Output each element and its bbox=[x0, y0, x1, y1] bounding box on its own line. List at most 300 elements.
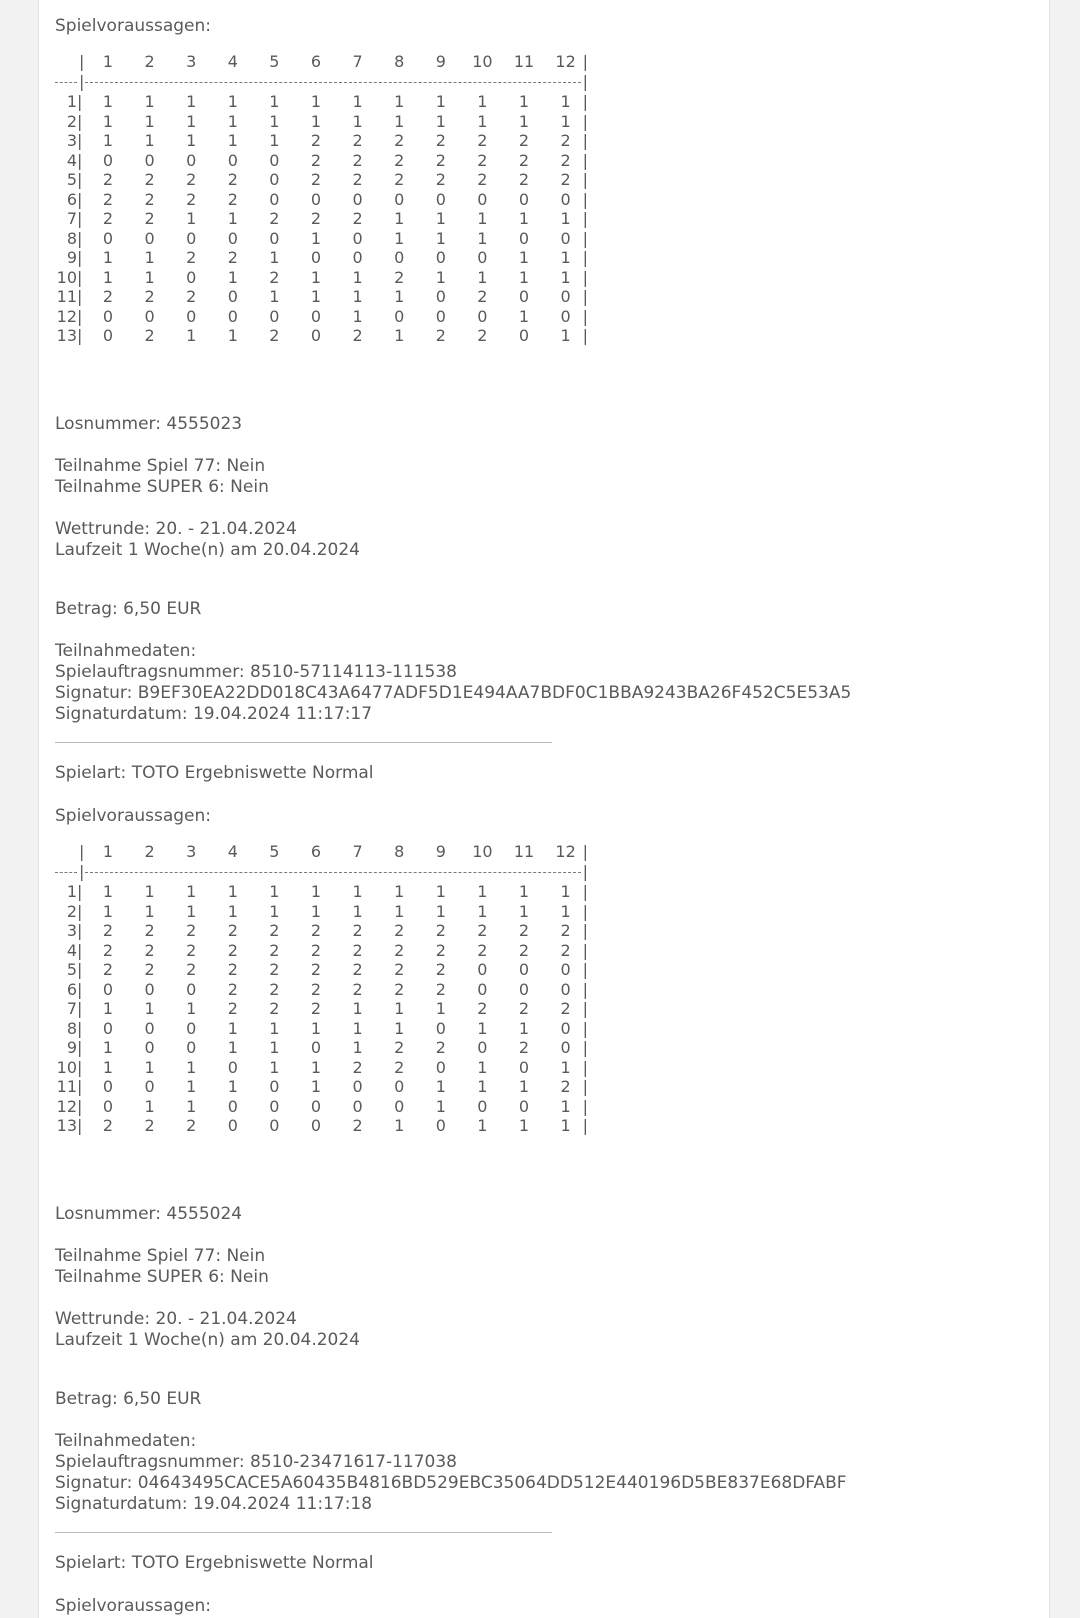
prediction-cell: 1 bbox=[394, 999, 405, 1018]
row-number: 7 bbox=[66, 209, 77, 228]
prediction-cell: 0 bbox=[477, 248, 488, 267]
prediction-cell: 1 bbox=[144, 248, 155, 267]
prediction-cell: 2 bbox=[352, 131, 363, 150]
prediction-cell: 1 bbox=[560, 209, 571, 228]
prediction-cell: 1 bbox=[144, 131, 155, 150]
prediction-cell: 2 bbox=[186, 189, 197, 209]
prediction-cell: 0 bbox=[560, 189, 571, 209]
prediction-cell: 0 bbox=[269, 189, 280, 209]
prediction-cell: 2 bbox=[269, 999, 280, 1018]
grid-separator: | bbox=[77, 1096, 83, 1116]
grid-separator: | bbox=[582, 287, 588, 306]
prediction-cell: 2 bbox=[352, 209, 363, 228]
grid-separator: | bbox=[582, 1057, 588, 1077]
prediction-cell: 2 bbox=[518, 940, 530, 960]
prediction-cell: 1 bbox=[144, 901, 155, 921]
prediction-cell: 2 bbox=[394, 1057, 405, 1077]
prediction-cell: 2 bbox=[435, 979, 446, 999]
grid-separator: | bbox=[582, 267, 588, 287]
game-header: 5 bbox=[269, 52, 280, 71]
prediction-cell: 1 bbox=[186, 901, 197, 921]
prediction-cell: 1 bbox=[102, 999, 114, 1018]
signature-date: Signaturdatum: 19.04.2024 11:17:18 bbox=[55, 1494, 373, 1514]
row-number: 6 bbox=[66, 189, 77, 209]
prediction-cell: 2 bbox=[477, 921, 488, 940]
prediction-cell: 1 bbox=[352, 306, 363, 326]
prediction-cell: 1 bbox=[394, 287, 405, 306]
prediction-cell: 2 bbox=[435, 170, 446, 189]
prediction-cell: 0 bbox=[518, 1057, 530, 1077]
prediction-cell: 2 bbox=[394, 267, 405, 287]
prediction-cell: 2 bbox=[269, 209, 280, 228]
prediction-cell: 1 bbox=[394, 228, 405, 248]
prediction-cell: 2 bbox=[269, 940, 280, 960]
grid-separator: | bbox=[582, 52, 588, 71]
prediction-cell: 2 bbox=[144, 326, 155, 345]
prediction-cell: 0 bbox=[435, 287, 446, 306]
prediction-cell: 1 bbox=[352, 267, 363, 287]
prediction-cell: 0 bbox=[435, 248, 446, 267]
prediction-cell: 1 bbox=[518, 267, 530, 287]
prediction-cell: 2 bbox=[435, 150, 446, 170]
prediction-cell: 1 bbox=[102, 248, 114, 267]
grid-separator: | bbox=[77, 1116, 83, 1135]
prediction-cell: 1 bbox=[394, 1018, 405, 1038]
grid-separator: | bbox=[582, 842, 588, 861]
prediction-cell: 1 bbox=[435, 901, 446, 921]
prediction-cell: 1 bbox=[269, 287, 280, 306]
prediction-cell: 2 bbox=[518, 1038, 530, 1057]
grid-separator: | bbox=[77, 1018, 83, 1038]
prediction-cell: 1 bbox=[186, 92, 197, 111]
grid-separator: | bbox=[77, 921, 83, 940]
prediction-cell: 2 bbox=[518, 999, 530, 1018]
prediction-cell: 0 bbox=[394, 1077, 405, 1096]
prediction-cell: 1 bbox=[352, 287, 363, 306]
prediction-cell: 0 bbox=[394, 1096, 405, 1116]
prediction-cell: 0 bbox=[352, 1096, 363, 1116]
prediction-cell: 2 bbox=[186, 1116, 197, 1135]
grid-separator: | bbox=[77, 92, 83, 111]
prediction-cell: 2 bbox=[352, 1116, 363, 1135]
grid-separator: | bbox=[77, 999, 83, 1018]
prediction-cell: 0 bbox=[310, 306, 322, 326]
game-header: 12 bbox=[555, 52, 576, 71]
grid-separator: | bbox=[582, 306, 588, 326]
prediction-cell: 1 bbox=[227, 1018, 238, 1038]
prediction-cell: 2 bbox=[186, 921, 197, 940]
prediction-cell: 1 bbox=[477, 111, 488, 131]
prediction-cell: 1 bbox=[186, 111, 197, 131]
prediction-cell: 2 bbox=[394, 170, 405, 189]
prediction-cell: 1 bbox=[394, 92, 405, 111]
row-number: 5 bbox=[66, 170, 77, 189]
prediction-cell: 0 bbox=[144, 150, 155, 170]
grid-separator: | bbox=[582, 189, 588, 209]
prediction-cell: 2 bbox=[102, 170, 114, 189]
prediction-cell: 0 bbox=[310, 1116, 322, 1135]
row-number: 10 bbox=[56, 1057, 77, 1077]
prediction-cell: 0 bbox=[394, 248, 405, 267]
prediction-cell: 1 bbox=[435, 111, 446, 131]
prediction-cell: 2 bbox=[186, 940, 197, 960]
prediction-cell: 2 bbox=[435, 940, 446, 960]
prediction-cell: 1 bbox=[102, 267, 114, 287]
prediction-cell: 1 bbox=[518, 1077, 530, 1096]
prediction-cell: 2 bbox=[477, 287, 488, 306]
grid-separator: | bbox=[582, 940, 588, 960]
game-header: 6 bbox=[310, 842, 322, 861]
grid-separator: | bbox=[77, 111, 83, 131]
participation-data-label: Teilnahmedaten: bbox=[55, 641, 197, 661]
grid-separator: | bbox=[582, 326, 588, 345]
prediction-cell: 2 bbox=[144, 921, 155, 940]
prediction-cell: 1 bbox=[394, 901, 405, 921]
grid-separator: | bbox=[582, 999, 588, 1018]
prediction-cell: 0 bbox=[560, 228, 571, 248]
spiel77-participation: Teilnahme Spiel 77: Nein bbox=[55, 1246, 266, 1266]
game-header: 12 bbox=[555, 842, 576, 861]
prediction-cell: 1 bbox=[435, 92, 446, 111]
prediction-cell: 0 bbox=[144, 228, 155, 248]
prediction-cell: 0 bbox=[477, 1038, 488, 1057]
prediction-cell: 0 bbox=[269, 1077, 280, 1096]
prediction-cell: 2 bbox=[102, 940, 114, 960]
prediction-cell: 0 bbox=[560, 287, 571, 306]
prediction-cell: 2 bbox=[227, 248, 238, 267]
grid-separator: | bbox=[582, 131, 588, 150]
prediction-cell: 1 bbox=[352, 111, 363, 131]
prediction-cell: 1 bbox=[186, 999, 197, 1018]
prediction-cell: 0 bbox=[352, 248, 363, 267]
prediction-cell: 1 bbox=[269, 1018, 280, 1038]
email-body bbox=[38, 0, 1050, 1618]
prediction-cell: 1 bbox=[352, 92, 363, 111]
prediction-cell: 1 bbox=[227, 209, 238, 228]
prediction-cell: 2 bbox=[269, 267, 280, 287]
prediction-cell: 2 bbox=[352, 326, 363, 345]
prediction-cell: 0 bbox=[269, 306, 280, 326]
prediction-cell: 0 bbox=[435, 1018, 446, 1038]
prediction-cell: 1 bbox=[186, 326, 197, 345]
prediction-cell: 0 bbox=[269, 170, 280, 189]
prediction-cell: 1 bbox=[102, 111, 114, 131]
prediction-cell: 1 bbox=[477, 1057, 488, 1077]
prediction-cell: 1 bbox=[310, 1077, 322, 1096]
row-number: 11 bbox=[56, 1077, 77, 1096]
grid-separator: | bbox=[77, 150, 83, 170]
prediction-cell: 2 bbox=[144, 940, 155, 960]
grid-separator: | bbox=[582, 1018, 588, 1038]
row-number: 4 bbox=[66, 150, 77, 170]
prediction-cell: 2 bbox=[435, 960, 446, 979]
grid-separator: | bbox=[79, 842, 85, 861]
game-header: 11 bbox=[513, 842, 535, 861]
prediction-cell: 2 bbox=[477, 326, 488, 345]
prediction-cell: 0 bbox=[518, 287, 530, 306]
prediction-cell: 1 bbox=[227, 1038, 238, 1057]
game-header: 8 bbox=[394, 52, 405, 71]
row-number: 6 bbox=[66, 979, 77, 999]
prediction-cell: 0 bbox=[102, 1077, 114, 1096]
prediction-cell: 0 bbox=[144, 306, 155, 326]
prediction-cell: 2 bbox=[560, 999, 571, 1018]
prediction-cell: 1 bbox=[435, 999, 446, 1018]
prediction-cell: 2 bbox=[518, 170, 530, 189]
signature: Signatur: 04643495CACE5A60435B4816BD529EBC35064DD512E440196D5BE837E68DFABF bbox=[55, 1473, 847, 1493]
prediction-cell: 2 bbox=[435, 921, 446, 940]
prediction-cell: 2 bbox=[102, 189, 114, 209]
prediction-cell: 1 bbox=[477, 1077, 488, 1096]
prediction-cell: 0 bbox=[518, 228, 530, 248]
grid-separator: | bbox=[582, 111, 588, 131]
prediction-cell: 0 bbox=[560, 979, 571, 999]
prediction-cell: 2 bbox=[186, 960, 197, 979]
prediction-cell: 0 bbox=[477, 979, 488, 999]
participation-data-label: Teilnahmedaten: bbox=[55, 1431, 197, 1451]
prediction-cell: 2 bbox=[394, 150, 405, 170]
prediction-cell: 2 bbox=[394, 131, 405, 150]
prediction-cell: 0 bbox=[352, 1077, 363, 1096]
prediction-cell: 1 bbox=[394, 326, 405, 345]
prediction-cell: 2 bbox=[310, 960, 322, 979]
row-number: 9 bbox=[66, 248, 77, 267]
prediction-cell: 2 bbox=[186, 248, 197, 267]
row-number: 12 bbox=[56, 1096, 77, 1116]
game-header: 2 bbox=[144, 52, 155, 71]
prediction-cell: 0 bbox=[394, 189, 405, 209]
prediction-cell: 1 bbox=[227, 267, 238, 287]
prediction-cell: 0 bbox=[102, 1018, 114, 1038]
game-header: 10 bbox=[472, 52, 493, 71]
predictions-label: Spielvoraussagen: bbox=[55, 16, 212, 36]
prediction-cell: 0 bbox=[310, 326, 322, 345]
game-header: 4 bbox=[227, 52, 238, 71]
grid-separator: | bbox=[582, 92, 588, 111]
prediction-cell: 0 bbox=[269, 228, 280, 248]
prediction-cell: 1 bbox=[560, 901, 571, 921]
prediction-cell: 0 bbox=[477, 1096, 488, 1116]
prediction-cell: 0 bbox=[227, 228, 238, 248]
ticket-number: Losnummer: 4555023 bbox=[55, 414, 243, 434]
game-header: 2 bbox=[144, 842, 155, 861]
game-type: Spielart: TOTO Ergebniswette Normal bbox=[55, 1553, 374, 1573]
prediction-cell: 1 bbox=[102, 901, 114, 921]
prediction-cell: 1 bbox=[310, 267, 322, 287]
prediction-cell: 2 bbox=[227, 960, 238, 979]
prediction-cell: 0 bbox=[269, 1116, 280, 1135]
game-type: Spielart: TOTO Ergebniswette Normal bbox=[55, 763, 374, 783]
prediction-cell: 2 bbox=[227, 940, 238, 960]
prediction-cell: 0 bbox=[310, 1038, 322, 1057]
prediction-cell: 0 bbox=[518, 979, 530, 999]
prediction-cell: 1 bbox=[518, 92, 530, 111]
grid-separator: | bbox=[77, 189, 83, 209]
prediction-cell: 2 bbox=[227, 979, 238, 999]
prediction-cell: 0 bbox=[269, 150, 280, 170]
prediction-cell: 0 bbox=[144, 1038, 155, 1057]
prediction-cell: 2 bbox=[518, 921, 530, 940]
prediction-cell: 0 bbox=[144, 1018, 155, 1038]
prediction-cell: 1 bbox=[435, 1077, 446, 1096]
prediction-cell: 0 bbox=[560, 306, 571, 326]
prediction-cell: 1 bbox=[227, 1077, 238, 1096]
prediction-cell: 1 bbox=[310, 1018, 322, 1038]
prediction-cell: 0 bbox=[269, 1096, 280, 1116]
prediction-cell: 2 bbox=[352, 979, 363, 999]
row-number: 11 bbox=[56, 287, 77, 306]
prediction-cell: 2 bbox=[352, 921, 363, 940]
prediction-cell: 0 bbox=[310, 248, 322, 267]
prediction-cell: 1 bbox=[394, 209, 405, 228]
prediction-cell: 0 bbox=[186, 1018, 197, 1038]
prediction-cell: 1 bbox=[310, 111, 322, 131]
grid-separator: | bbox=[582, 979, 588, 999]
prediction-cell: 2 bbox=[227, 921, 238, 940]
predictions-label: Spielvoraussagen: bbox=[55, 1596, 212, 1616]
duration: Laufzeit 1 Woche(n) am 20.04.2024 bbox=[55, 1330, 360, 1350]
prediction-cell: 0 bbox=[518, 960, 530, 979]
prediction-cell: 1 bbox=[518, 111, 530, 131]
prediction-cell: 1 bbox=[435, 209, 446, 228]
prediction-cell: 1 bbox=[560, 326, 571, 345]
row-number: 9 bbox=[66, 1038, 77, 1057]
grid-divider bbox=[55, 82, 77, 83]
prediction-cell: 1 bbox=[310, 882, 322, 901]
prediction-cell: 0 bbox=[518, 326, 530, 345]
prediction-cell: 1 bbox=[352, 1038, 363, 1057]
prediction-cell: 2 bbox=[518, 131, 530, 150]
prediction-cell: 1 bbox=[477, 92, 488, 111]
prediction-cell: 2 bbox=[394, 979, 405, 999]
game-header: 3 bbox=[186, 842, 197, 861]
prediction-cell: 2 bbox=[435, 1038, 446, 1057]
grid-divider bbox=[85, 872, 581, 873]
prediction-cell: 1 bbox=[310, 287, 322, 306]
prediction-cell: 2 bbox=[269, 979, 280, 999]
prediction-cell: 0 bbox=[186, 979, 197, 999]
separator bbox=[55, 742, 552, 743]
prediction-cell: 1 bbox=[144, 267, 155, 287]
prediction-cell: 0 bbox=[102, 228, 114, 248]
prediction-cell: 2 bbox=[477, 170, 488, 189]
prediction-cell: 2 bbox=[394, 921, 405, 940]
prediction-cell: 2 bbox=[269, 326, 280, 345]
grid-separator: | bbox=[582, 150, 588, 170]
prediction-cell: 1 bbox=[477, 901, 488, 921]
prediction-cell: 1 bbox=[144, 882, 155, 901]
prediction-cell: 1 bbox=[560, 92, 571, 111]
grid-separator: | bbox=[77, 979, 83, 999]
prediction-cell: 2 bbox=[352, 940, 363, 960]
game-header: 7 bbox=[352, 842, 363, 861]
game-header: 3 bbox=[186, 52, 197, 71]
row-number: 8 bbox=[66, 1018, 77, 1038]
bet-round: Wettrunde: 20. - 21.04.2024 bbox=[55, 519, 297, 539]
prediction-cell: 0 bbox=[227, 1116, 238, 1135]
prediction-cell: 1 bbox=[227, 131, 238, 150]
prediction-cell: 2 bbox=[394, 940, 405, 960]
grid-separator: | bbox=[77, 209, 83, 228]
prediction-cell: 0 bbox=[227, 150, 238, 170]
prediction-cell: 1 bbox=[352, 882, 363, 901]
prediction-cell: 0 bbox=[227, 306, 238, 326]
prediction-cell: 0 bbox=[227, 1096, 238, 1116]
grid-separator: | bbox=[582, 1096, 588, 1116]
prediction-cell: 0 bbox=[352, 189, 363, 209]
prediction-cell: 1 bbox=[269, 901, 280, 921]
prediction-cell: 0 bbox=[102, 979, 114, 999]
prediction-cell: 1 bbox=[477, 1018, 488, 1038]
prediction-cell: 1 bbox=[477, 267, 488, 287]
prediction-cell: 1 bbox=[435, 882, 446, 901]
prediction-cell: 1 bbox=[477, 209, 488, 228]
prediction-cell: 2 bbox=[144, 209, 155, 228]
prediction-cell: 2 bbox=[310, 150, 322, 170]
prediction-cell: 1 bbox=[186, 209, 197, 228]
prediction-cell: 1 bbox=[269, 248, 280, 267]
prediction-cell: 1 bbox=[352, 999, 363, 1018]
prediction-cell: 1 bbox=[310, 92, 322, 111]
row-number: 3 bbox=[66, 921, 77, 940]
signature: Signatur: B9EF30EA22DD018C43A6477ADF5D1E494AA7BDF0C1BBA9243BA26F452C5E53A5 bbox=[55, 683, 852, 703]
prediction-cell: 1 bbox=[269, 92, 280, 111]
prediction-cell: 2 bbox=[477, 150, 488, 170]
game-header: 6 bbox=[310, 52, 322, 71]
prediction-cell: 1 bbox=[144, 111, 155, 131]
prediction-cell: 1 bbox=[518, 1018, 530, 1038]
prediction-cell: 2 bbox=[144, 1116, 155, 1135]
grid-separator: | bbox=[79, 862, 85, 881]
prediction-cell: 1 bbox=[560, 1057, 571, 1077]
prediction-cell: 0 bbox=[186, 267, 197, 287]
prediction-cell: 1 bbox=[227, 326, 238, 345]
super6-participation: Teilnahme SUPER 6: Nein bbox=[55, 1267, 269, 1287]
prediction-cell: 1 bbox=[518, 209, 530, 228]
prediction-cell: 1 bbox=[269, 131, 280, 150]
super6-participation: Teilnahme SUPER 6: Nein bbox=[55, 477, 269, 497]
grid-separator: | bbox=[582, 248, 588, 267]
prediction-cell: 1 bbox=[352, 1018, 363, 1038]
prediction-cell: 1 bbox=[227, 882, 238, 901]
prediction-cell: 1 bbox=[102, 1057, 114, 1077]
prediction-cell: 2 bbox=[144, 287, 155, 306]
prediction-cell: 2 bbox=[560, 131, 571, 150]
prediction-cell: 2 bbox=[435, 326, 446, 345]
separator bbox=[55, 1532, 552, 1533]
prediction-cell: 1 bbox=[394, 1116, 405, 1135]
ticket-number: Losnummer: 4555024 bbox=[55, 1204, 243, 1224]
prediction-cell: 1 bbox=[269, 1038, 280, 1057]
prediction-cell: 2 bbox=[560, 170, 571, 189]
prediction-cell: 0 bbox=[186, 150, 197, 170]
prediction-cell: 0 bbox=[102, 306, 114, 326]
prediction-cell: 2 bbox=[310, 940, 322, 960]
grid-divider bbox=[55, 872, 77, 873]
row-number: 1 bbox=[66, 92, 77, 111]
signature-date: Signaturdatum: 19.04.2024 11:17:17 bbox=[55, 704, 373, 724]
row-number: 13 bbox=[56, 326, 77, 345]
prediction-cell: 1 bbox=[560, 882, 571, 901]
row-number: 3 bbox=[66, 131, 77, 150]
prediction-cell: 0 bbox=[435, 306, 446, 326]
prediction-cell: 2 bbox=[477, 999, 488, 1018]
row-number: 10 bbox=[56, 267, 77, 287]
predictions-label: Spielvoraussagen: bbox=[55, 806, 212, 826]
prediction-cell: 1 bbox=[227, 111, 238, 131]
prediction-cell: 2 bbox=[352, 960, 363, 979]
prediction-cell: 0 bbox=[310, 189, 322, 209]
